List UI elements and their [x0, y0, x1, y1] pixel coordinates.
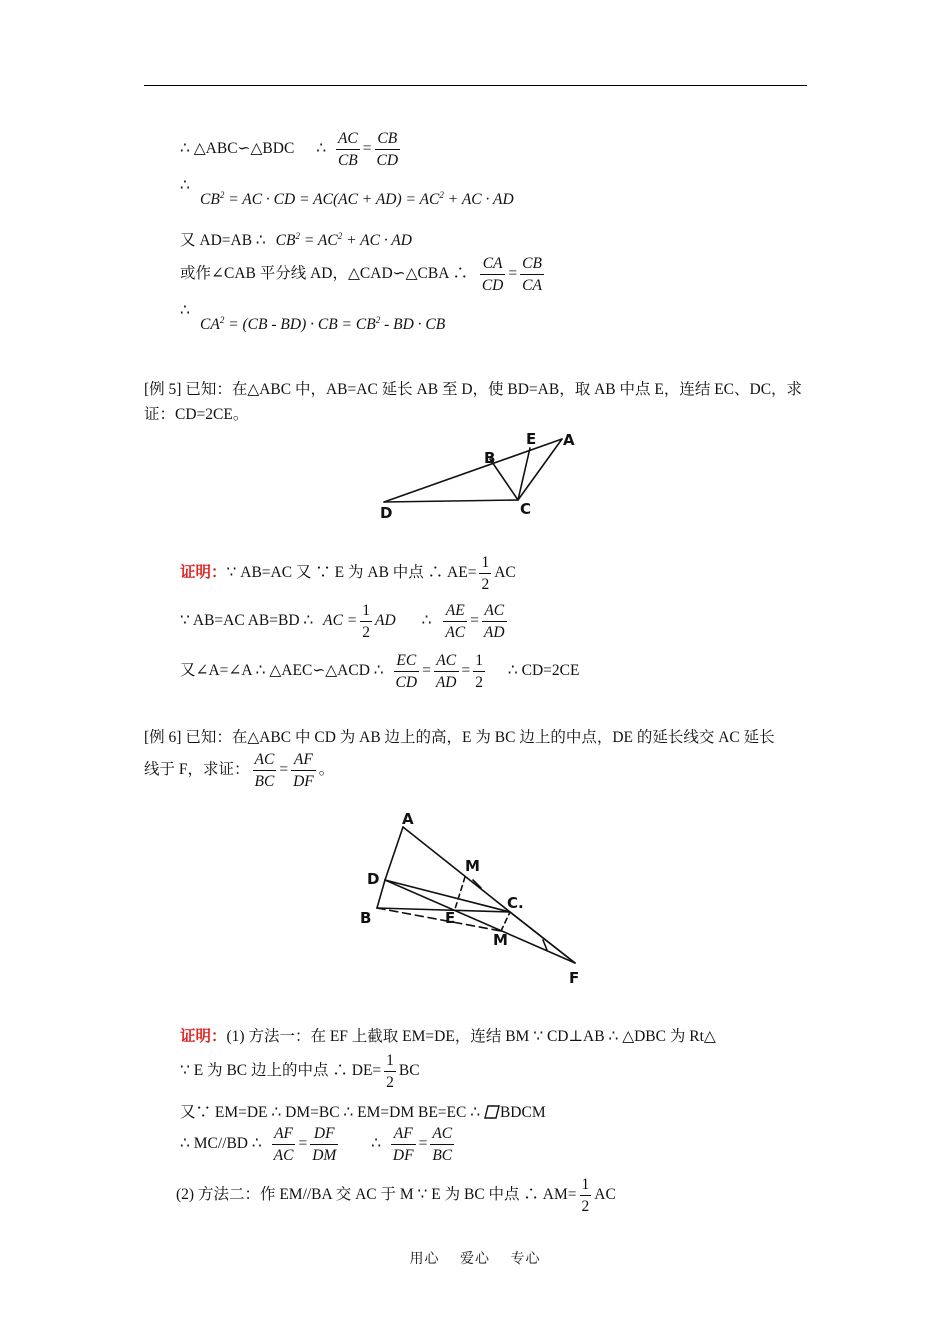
therefore: ∴ — [316, 140, 327, 158]
example5-proof-line3: 又∠A=∠A ∴ △AEC∽△ACD ∴ $\frac{EC}{CD}$ = $\frac{AC}{AD}$ = $\frac{1}{2}$ ∴ CD=2CE — [180, 652, 580, 691]
line-ad-equals-ab: 又 AD=AB ∴ $CB^2 = AC^2$ + AC · AD — [180, 231, 412, 249]
label-m-lower: M — [493, 931, 508, 949]
fraction: $\frac{1}{2}$ — [481, 554, 490, 593]
label-e: E — [526, 430, 537, 448]
parallelogram-icon — [484, 1105, 500, 1119]
fraction: $\frac{AC}{BC}$ — [432, 1125, 453, 1164]
label-m-upper: M — [465, 857, 480, 875]
footer-word: 专心 — [510, 1252, 541, 1267]
fraction: $\frac{1}{2}$ — [581, 1176, 590, 1215]
example5-proof-line2: ∵ AB=AC AB=BD ∴ AC = $\frac{1}{2}$ AD ∴ $\frac{AE}{AC}$ = $\frac{AC}{AD}$ — [180, 602, 505, 641]
example6-proof-line1: 证明：(1) 方法一：在 EF 上截取 EM=DE，连结 BM ∵ CD⊥AB ∴ △DBC 为 Rt△ — [180, 1028, 716, 1045]
footer-word: 爱心 — [460, 1252, 490, 1267]
page-footer — [0, 1248, 950, 1268]
label-b: B — [484, 449, 496, 467]
example6-proof-line4: ∴ MC//BD ∴ $\frac{AF}{AC}$ = $\frac{DF}{DM}$ ∴ $\frac{AF}{DF}$ = $\frac{AC}{BC}$ — [180, 1125, 453, 1164]
text: ∴ △ABC∽△BDC — [180, 140, 295, 158]
fraction: $\frac{AE}{AC}$ — [445, 602, 466, 641]
label-c: C — [520, 500, 532, 518]
label-e: E — [445, 909, 456, 927]
label-c: C. — [507, 894, 524, 912]
line-similar-abc-bdc: ∴ △ABC∽△BDC ∴ $\frac{AC}{CB}$ = $\frac{CB}{CD}$ — [180, 130, 399, 169]
fraction: $\frac{1}{2}$ — [475, 652, 483, 691]
example6-proof-line3: 又∵ EM=DE ∴ DM=BC ∴ EM=DM BE=EC ∴ BDCM — [180, 1104, 546, 1121]
line-angle-bisector: 或作∠CAB 平分线 AD，△CAD∽△CBA ∴ $\frac{CA}{CD}$ = $\frac{CB}{CA}$ — [180, 255, 542, 294]
label-a: A — [563, 431, 575, 449]
fraction: $\frac{1}{2}$ — [362, 602, 371, 641]
equation-cb-squared: $CB^2$ = AC · CD = $AC(AC + AD) = AC^2$ + AC · AD — [200, 190, 514, 208]
example6-figure — [355, 805, 595, 990]
example5-figure — [370, 425, 590, 525]
example6-statement-line2: 线于 F，求证： $\frac{AC}{BC}$ = $\frac{AF}{DF}$ 。 — [144, 751, 335, 790]
fraction: $\frac{DF}{DM}$ — [312, 1125, 337, 1164]
label-d: D — [380, 504, 393, 522]
label-d: D — [367, 870, 380, 888]
fraction: $\frac{AC}{CB}$ — [337, 130, 358, 169]
proof-label: 证明： — [180, 1028, 227, 1045]
proof-label: 证明： — [180, 564, 227, 582]
therefore-symbol: ∴ — [180, 177, 190, 194]
fraction: $\frac{EC}{CD}$ — [395, 652, 418, 691]
example5-proof-line1: 证明：∵ AB=AC 又 ∵ E 为 AB 中点 ∴ AE= $\frac{1}{2}$ AC — [180, 554, 516, 593]
example6-proof-line5: (2) 方法二：作 EM//BA 交 AC 于 M ∵ E 为 BC 中点 ∴ AM= $\frac{1}{2}$ AC — [176, 1176, 616, 1215]
therefore-symbol: ∴ — [180, 302, 190, 319]
footer-word: 用心 — [409, 1252, 440, 1267]
fraction: $\frac{AF}{AC}$ — [273, 1125, 294, 1164]
fraction: $\frac{AF}{DF}$ — [293, 751, 314, 790]
fraction: $\frac{AC}{AD}$ — [435, 652, 457, 691]
label-a: A — [402, 810, 414, 828]
example5-statement-line1: [例 5] 已知：在△ABC 中，AB=AC 延长 AB 至 D，使 BD=AB，取 AB 中点 E，连结 EC、DC，求 — [144, 381, 803, 398]
example5-statement-line2: 证：CD=2CE。 — [144, 406, 249, 423]
example6-proof-line2: ∵ E 为 BC 边上的中点 ∴ DE= $\frac{1}{2}$ BC — [180, 1052, 420, 1091]
fraction: $\frac{CB}{CA}$ — [522, 255, 542, 294]
label-b: B — [360, 909, 372, 927]
fraction: $\frac{AF}{DF}$ — [392, 1125, 414, 1164]
example6-statement-line1: [例 6] 已知：在△ABC 中 CD 为 AB 边上的高，E 为 BC 边上的中点，DE 的延长线交 AC 延长 — [144, 729, 775, 746]
equation-ca-squared: $CA^2 = (CB - BD)$ · CB = $CB^2$ - BD · CB — [200, 315, 446, 333]
fraction: $\frac{CB}{CD}$ — [376, 130, 399, 169]
fraction: $\frac{AC}{AD}$ — [483, 602, 505, 641]
fraction: $\frac{AC}{BC}$ — [254, 751, 275, 790]
fraction: $\frac{1}{2}$ — [386, 1052, 394, 1091]
fraction: $\frac{CA}{CD}$ — [481, 255, 504, 294]
label-f: F — [569, 969, 580, 987]
header-rule — [144, 85, 807, 86]
